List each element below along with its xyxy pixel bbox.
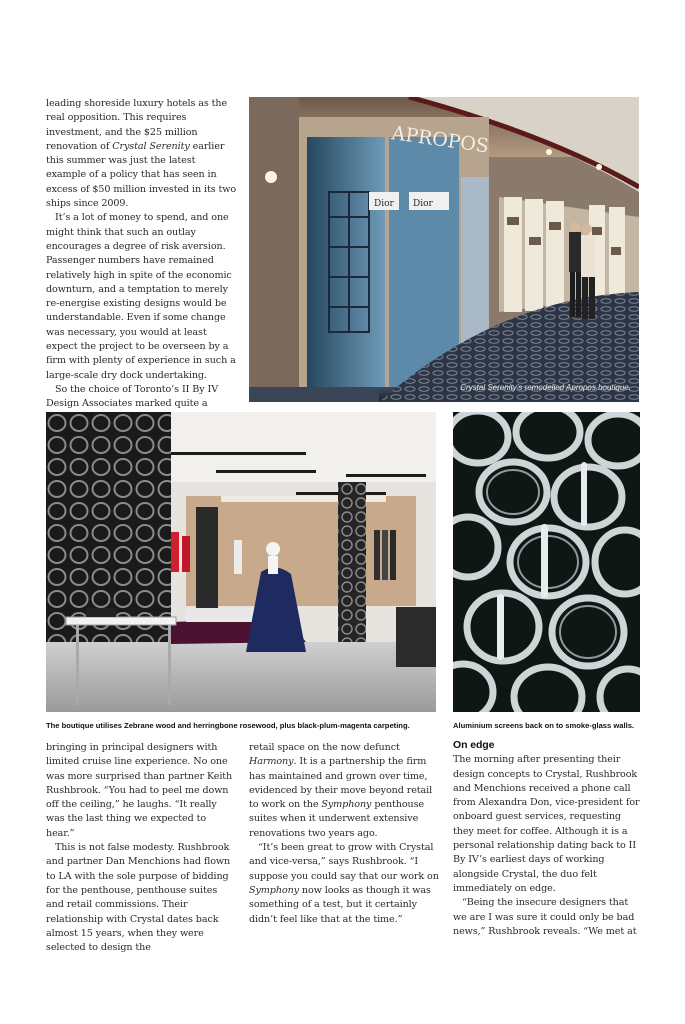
paragraph: This is not false modesty. Rushbrook and partner Dan Menchions had flown to LA with the sole purpose of bidding for the penthouse, penthouse suites and retail commissions. Their relationship with Crystal dates back almost 15 years, when they were selected to design the (46, 842, 231, 954)
body-column-left (46, 741, 236, 955)
paragraph: leading shoreside luxury hotels as the real opposition. This requires investment, and the $25 million renovation of Crystal Serenity earlier this summer was just the latest example of a policy that has seen in excess of $50 million invested in its two ships since 2009. (46, 98, 237, 210)
boutique-photo-caption: The boutique utilises Zebrane wood and herringbone rosewood, plus black-plum-magenta carpeting. (46, 721, 410, 730)
paragraph: bringing in principal designers with limited cruise line experience. No one was more surprised than partner Keith Rushbrook. “You had to peel me down off the ceiling,” he laughs. “It really was the last thing we expected to hear.” (46, 742, 233, 839)
boutique-interior-photo (46, 412, 436, 712)
paragraph: retail space on the now defunct Harmony. It is a partnership the firm has maintained and grown over time, evidenced by their move beyond retail to work on the Symphony penthouse suites when it underwent extensive renovations two years ago. (249, 742, 433, 839)
paragraph: So the choice of Toronto’s II By IV Design Associates marked quite a (46, 383, 219, 410)
aluminium-screens-photo (453, 412, 640, 712)
apropos-sign: APROPOS (390, 122, 491, 158)
aluminium-photo-caption: Aluminium screens back on to smoke-glass walls. (453, 721, 635, 730)
dior-sign-2: Dior (413, 199, 433, 209)
paragraph: It’s a lot of money to spend, and one might think that such an outlay encourages a degree of risk aversion. Passenger numbers have remained relatively high in spite of the economic downturn, and a temptation to merely re-energise existing designs would be understandable. Even if some change was necessary, you would at least expect the project to be overseen by a firm with plenty of experience in such a large-scale dry dock undertaking. (46, 212, 236, 381)
right-column-paragraphs (453, 753, 643, 939)
body-column-middle (249, 741, 441, 927)
intro-column (46, 97, 238, 426)
on-edge-subheading: On edge (453, 739, 495, 751)
paragraph: The morning after presenting their design concepts to Crystal, Rushbrook and Menchions received a phone call from Alexandra Don, vice-president for onboard guest services, requesting they meet for coffee. Although it is a personal relationship dating back to II By IV’s earliest days of working alongside Crystal, the duo felt immediately on edge. (453, 754, 640, 894)
body-column-right (453, 738, 643, 939)
apropos-photo-caption: Crystal Serenity’s remodelled Apropos boutique. (460, 383, 631, 392)
dior-sign-1: Dior (374, 199, 394, 209)
apropos-boutique-photo (249, 97, 639, 402)
paragraph: “Being the insecure designers that we are I was sure it could only be bad news,” Rushbrook reveals. “We met at (453, 897, 637, 937)
paragraph: “It’s been great to grow with Crystal and vice-versa,” says Rushbrook. “I suppose you could say that our work on Symphony now looks as though it was something of a test, but it certainly didn’t feel like that at the time.” (249, 842, 439, 925)
